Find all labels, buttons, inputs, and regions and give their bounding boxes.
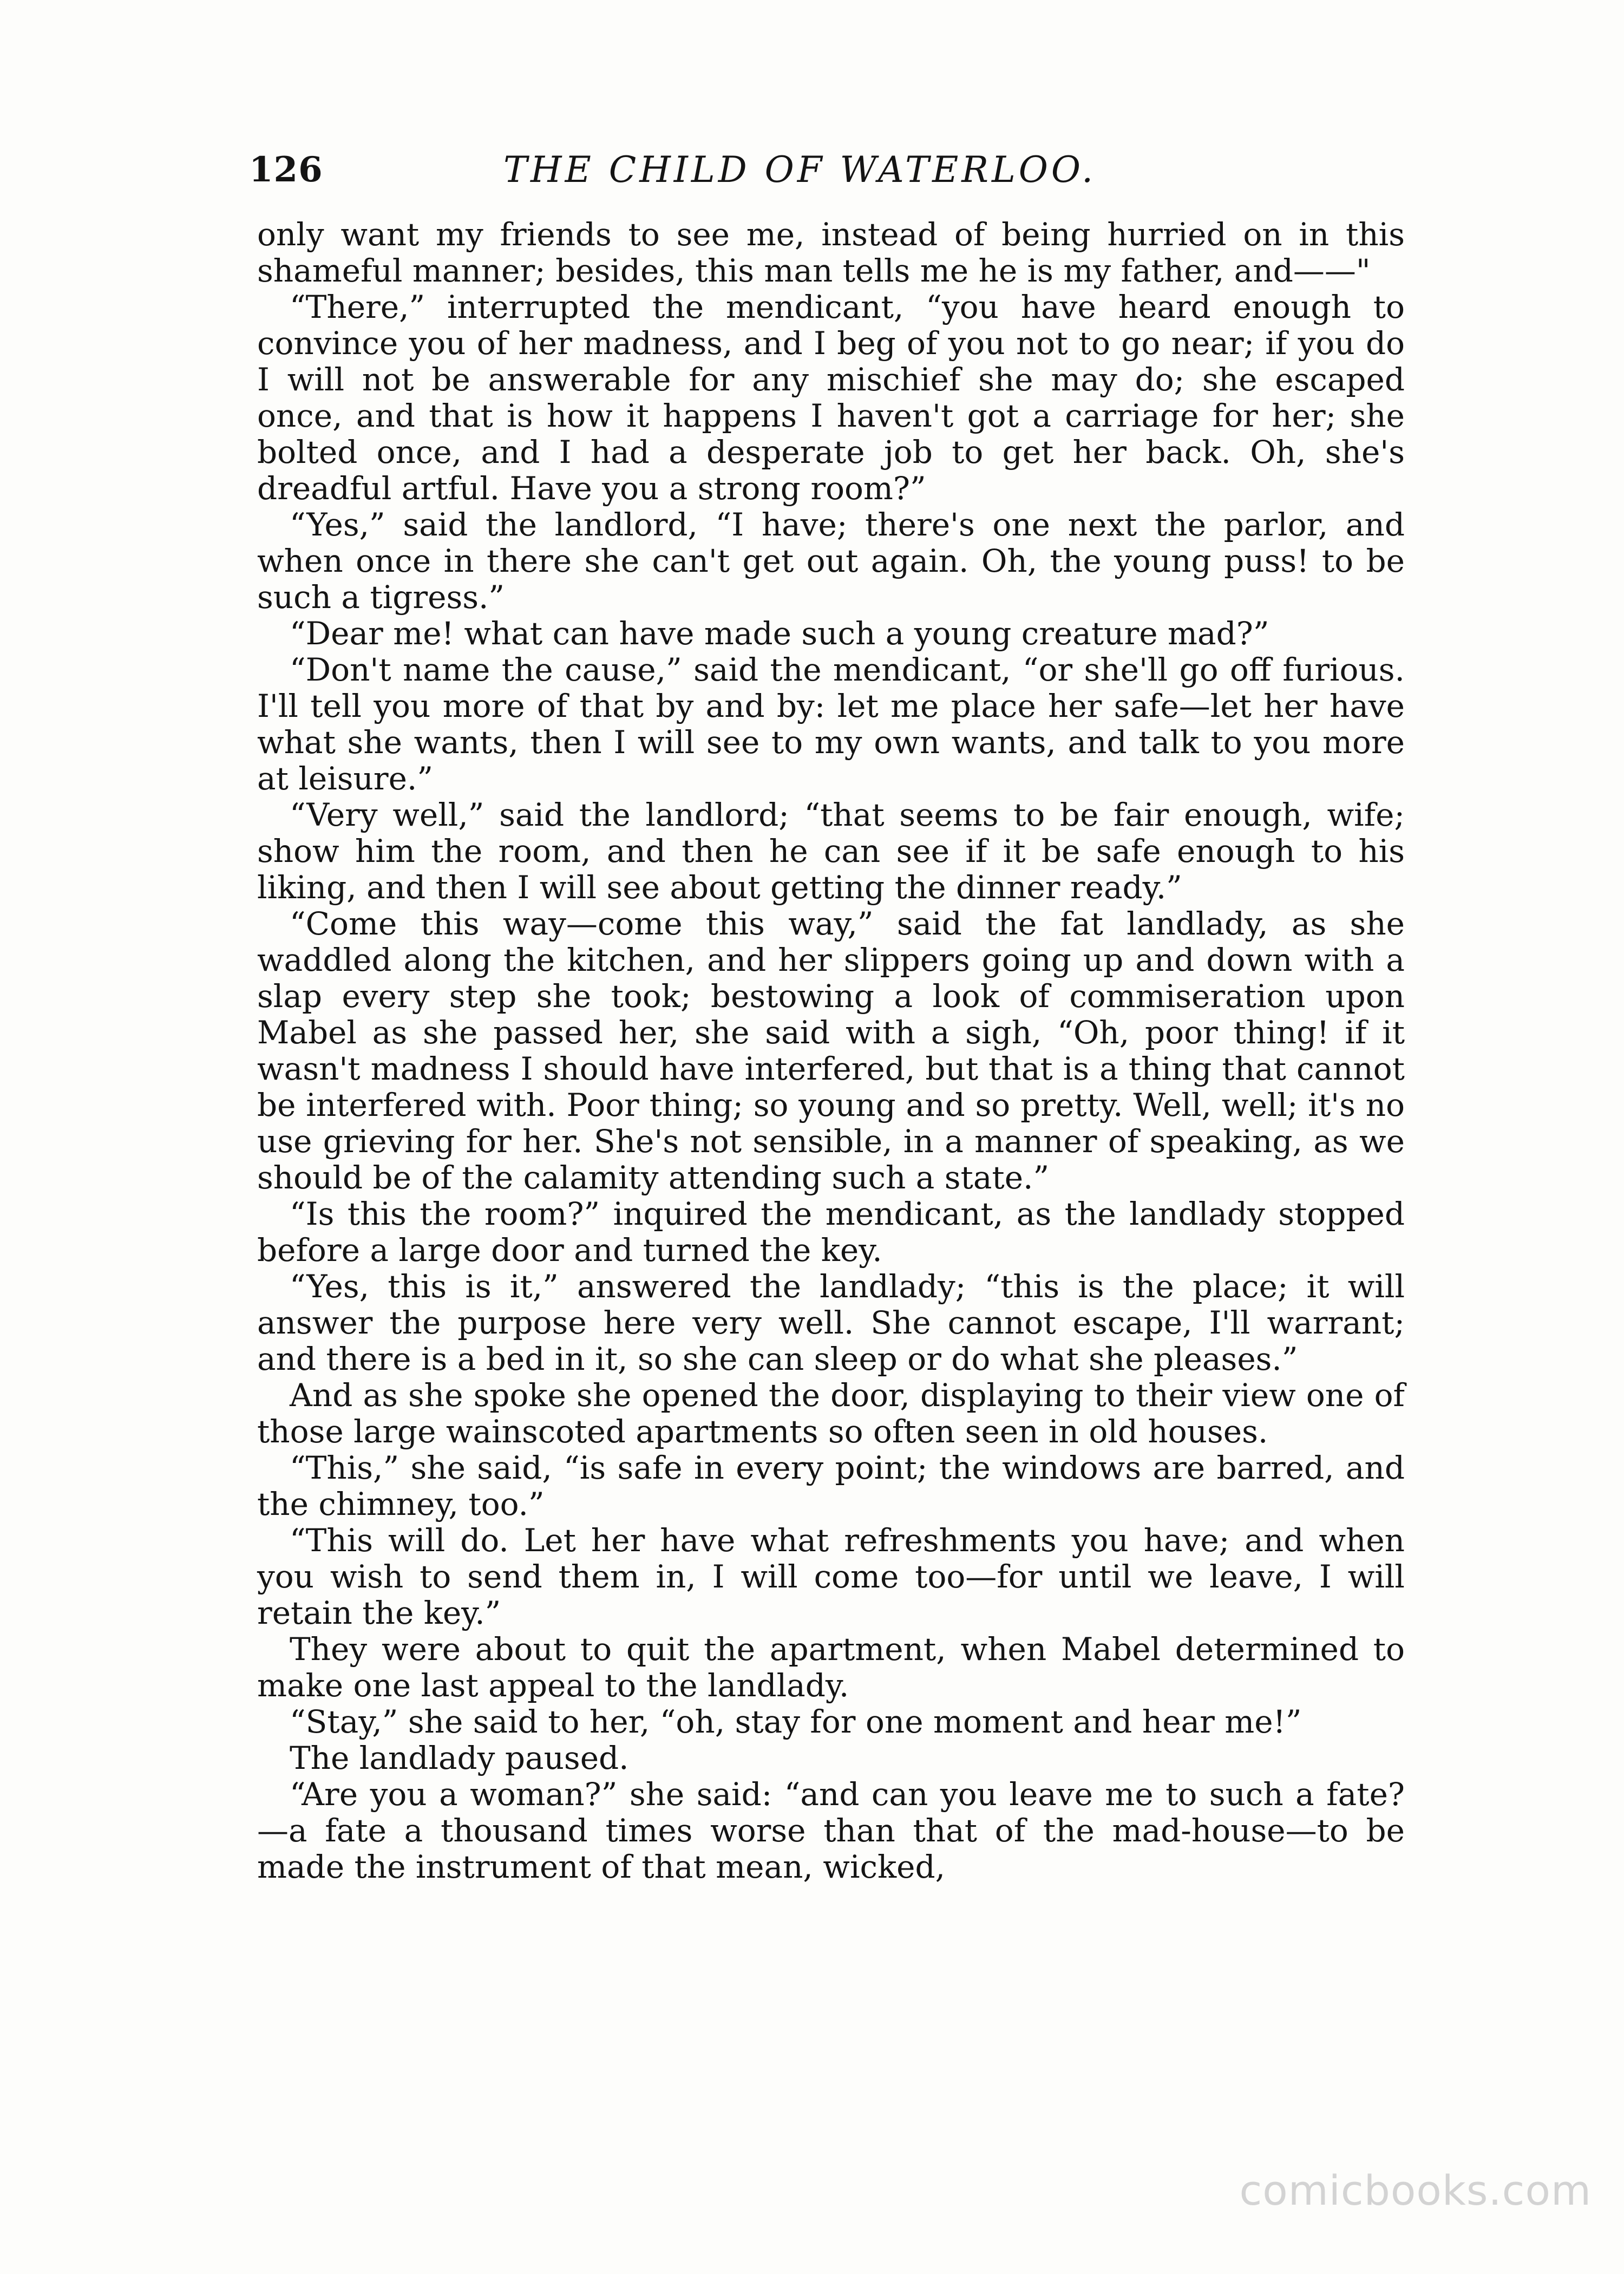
paragraph: “Don't name the cause,” said the mendicant, “or she'll go off furious. I'll tell you more of that by and by: let me place her safe—let her have what she wants, then I will see to my own wants, and talk to you more at leisure.” bbox=[257, 651, 1405, 797]
running-title: THE CHILD OF WATERLOO. bbox=[503, 149, 1097, 191]
page-header bbox=[249, 149, 1405, 195]
paragraph: “Come this way—come this way,” said the fat landlady, as she waddled along the kitchen, and her slippers going up and down with a slap every step she took; bestowing a look of commiseration upon Mabel as she passed her, she said with a sigh, “Oh, poor thing! if it wasn't madness I should have interfered, but that is a thing that cannot be interfered with. Poor thing; so young and so pretty. Well, well; it's no use grieving for her. She's not sensible, in a manner of speaking, as we should be of the calamity attending such a state.” bbox=[257, 905, 1405, 1196]
paragraph: “Are you a woman?” she said: “and can you leave me to such a fate?—a fate a thousand times worse than that of the mad-house—to be made the instrument of that mean, wicked, bbox=[257, 1776, 1405, 1885]
paragraph: “This will do. Let her have what refreshments you have; and when you wish to send them in, I will come too—for until we leave, I will retain the key.” bbox=[257, 1522, 1405, 1631]
paragraph: “Dear me! what can have made such a young creature mad?” bbox=[290, 615, 1269, 652]
paragraph: “Stay,” she said to her, “oh, stay for one moment and hear me!” bbox=[290, 1703, 1302, 1740]
paragraph: “Yes,” said the landlord, “I have; there's one next the parlor, and when once in there she can't get out again. Oh, the young puss! to be such a tigress.” bbox=[257, 506, 1405, 616]
page-text-block bbox=[249, 149, 1405, 1885]
paragraph: “Yes, this is it,” answered the landlady; “this is the place; it will answer the purpose here very well. She cannot escape, I'll warrant; and there is a bed in it, so she can sleep or do what she pleases.” bbox=[257, 1268, 1405, 1377]
paragraph: only want my friends to see me, instead of being hurried on in this shameful manner; besides, this man tells me he is my father, and——" bbox=[257, 216, 1405, 289]
paragraph: “This,” she said, “is safe in every point; the windows are barred, and the chimney, too.” bbox=[257, 1449, 1405, 1522]
paragraph: “Very well,” said the landlord; “that seems to be fair enough, wife; show him the room, and then he can see if it be safe enough to his liking, and then I will see about getting the dinner ready.” bbox=[257, 796, 1405, 906]
watermark: comicbooks.com bbox=[1239, 2166, 1592, 2214]
paragraph: And as she spoke she opened the door, displaying to their view one of those large wainscoted apartments so often seen in old houses. bbox=[257, 1377, 1405, 1450]
paragraph: The landlady paused. bbox=[290, 1740, 629, 1776]
paragraph: “There,” interrupted the mendicant, “you have heard enough to convince you of her madness, and I beg of you not to go near; if you do I will not be answerable for any mischief she may do; she escaped once, and that is how it happens I haven't got a carriage for her; she bolted once, and I had a desperate job to get her back. Oh, she's dreadful artful. Have you a strong room?” bbox=[257, 289, 1405, 507]
paragraph: “Is this the room?” inquired the mendicant, as the landlady stopped before a large door and turned the key. bbox=[257, 1195, 1405, 1269]
page-number: 126 bbox=[249, 149, 323, 190]
paragraph: They were about to quit the apartment, when Mabel determined to make one last appeal to the landlady. bbox=[257, 1631, 1405, 1704]
